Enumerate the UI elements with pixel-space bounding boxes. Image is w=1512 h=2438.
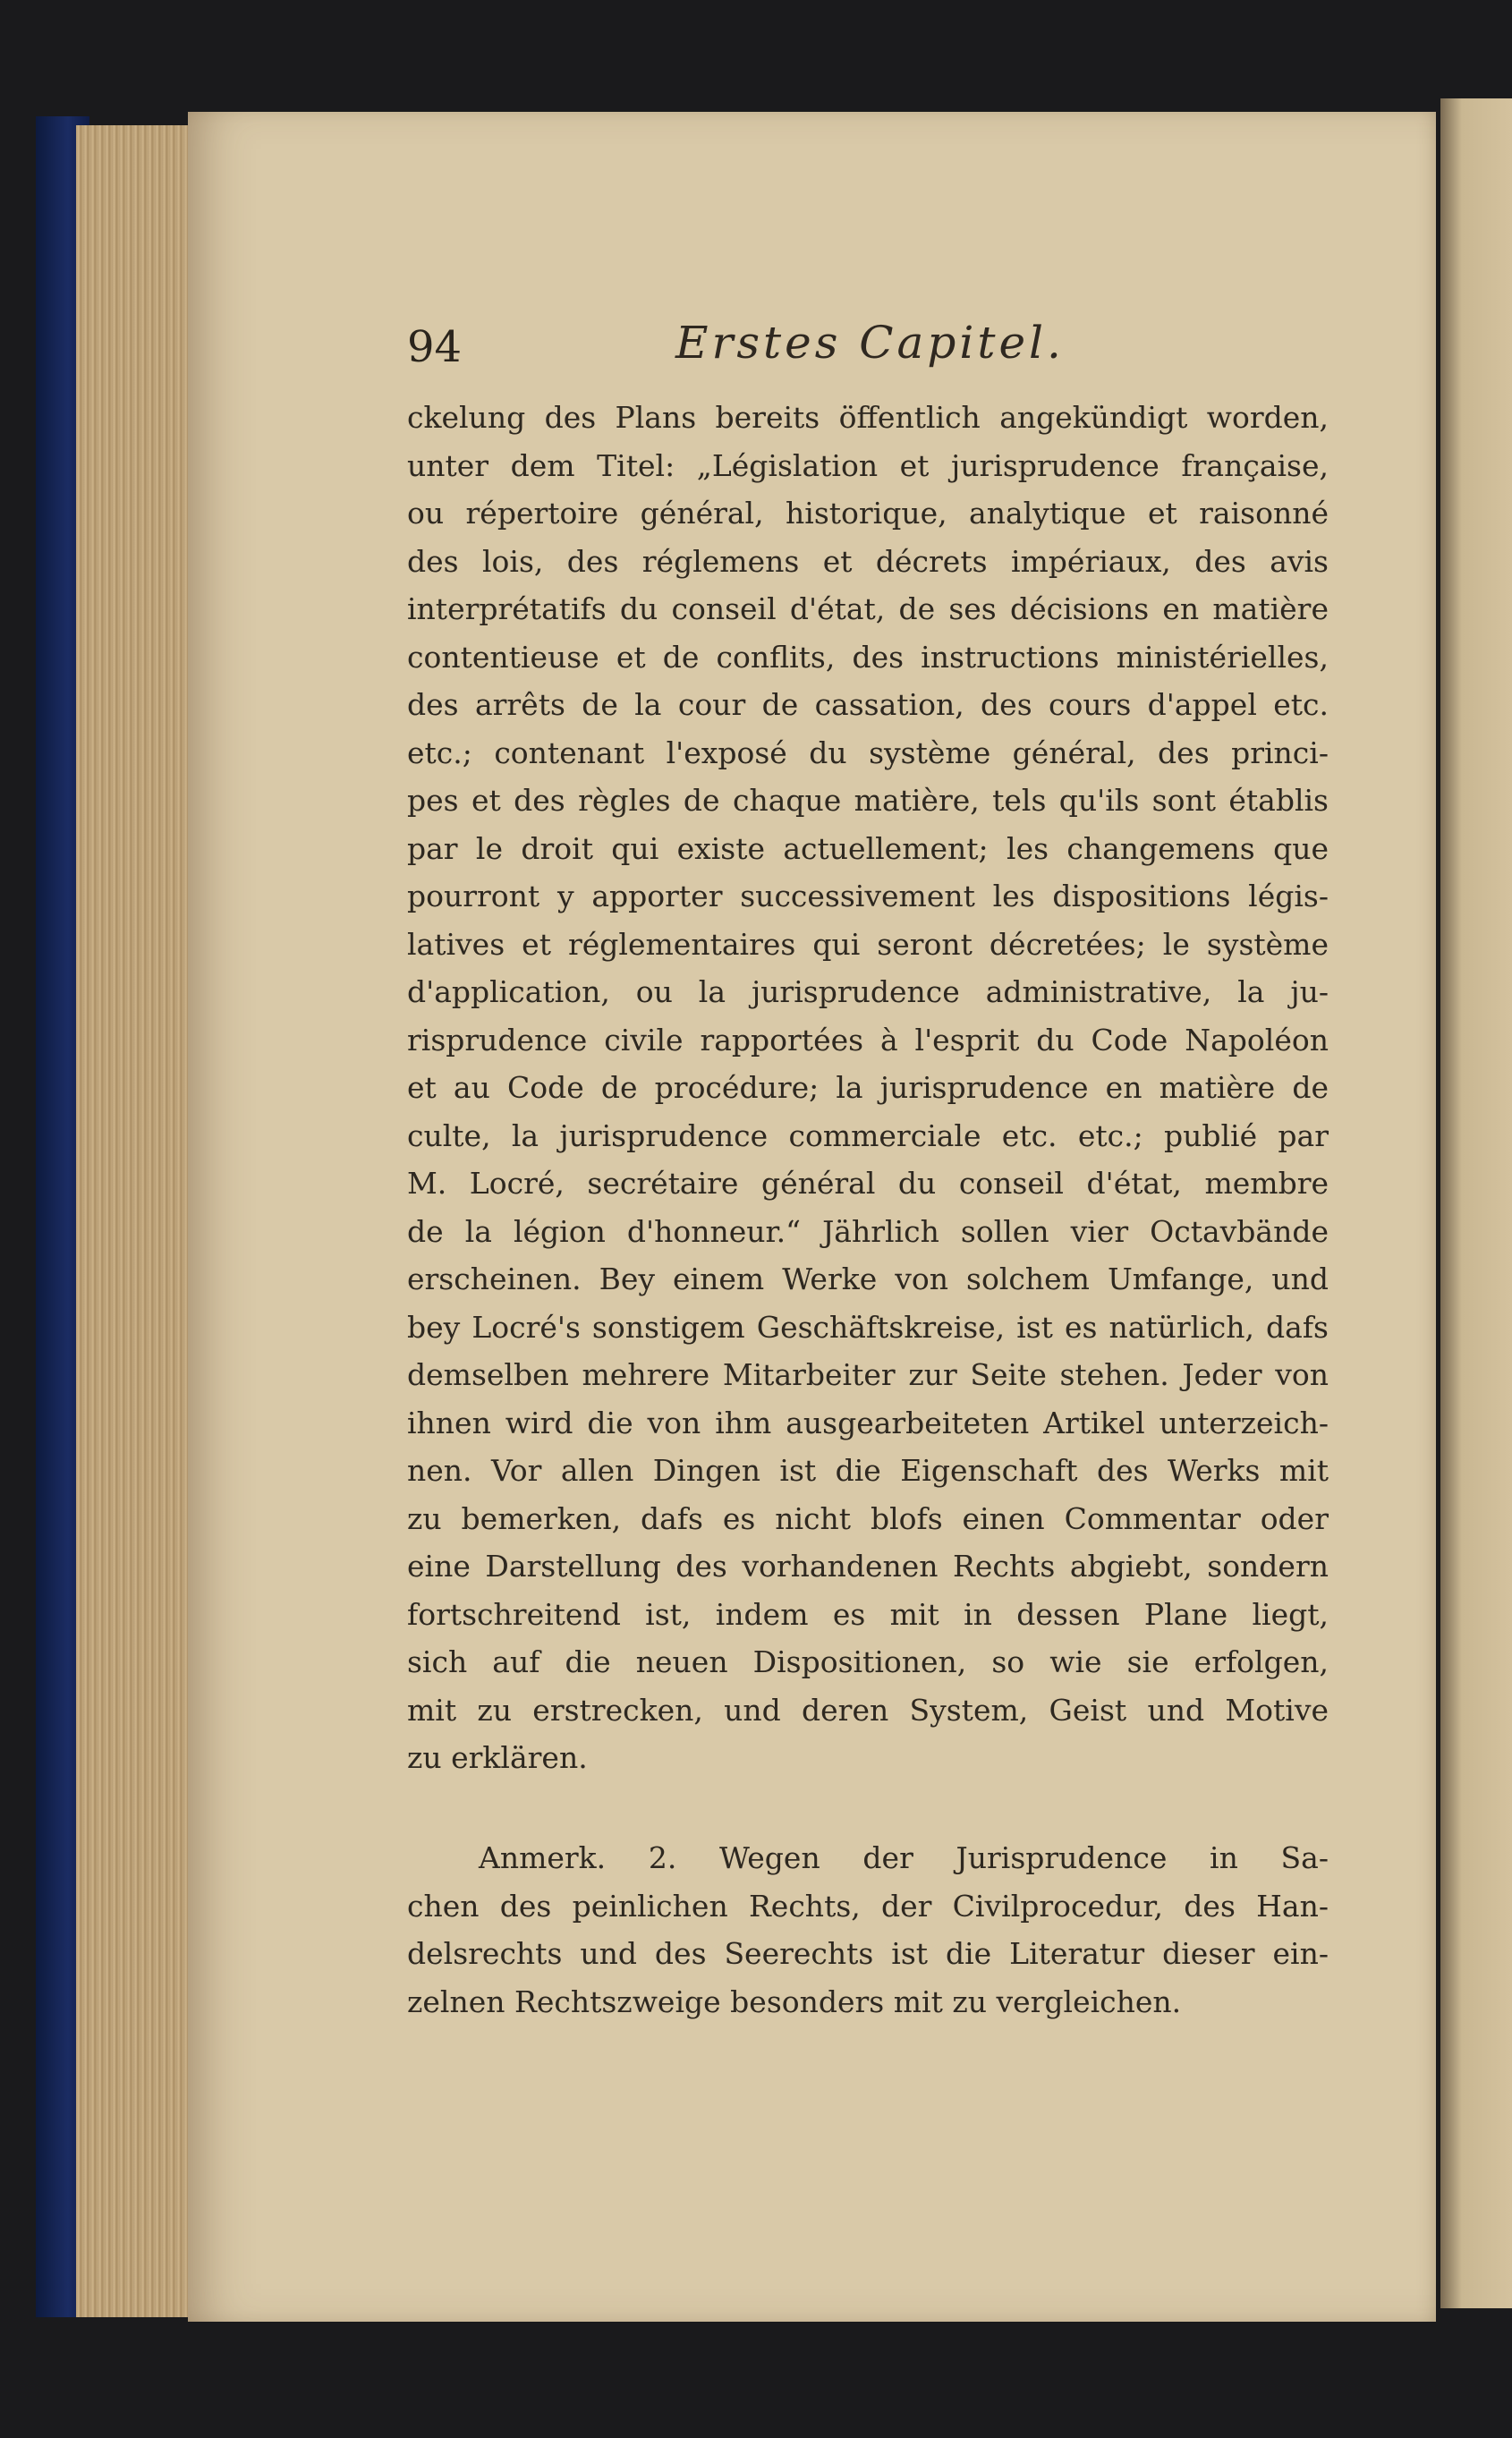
text-line: ihnen wird die von ihm ausgearbeiteten Artikel unterzeich- xyxy=(407,1405,1329,1440)
text-line: risprudence civile rapportées à l'esprit du Code Napoléon xyxy=(407,1022,1329,1058)
text-line: des lois, des réglemens et décrets impériaux, des avis xyxy=(407,543,1329,579)
text-line: M. Locré, secrétaire général du conseil d'état, membre xyxy=(407,1166,1329,1201)
text-line: erscheinen. Bey einem Werke von solchem Umfange, und xyxy=(407,1261,1329,1296)
text-line: de la légion d'honneur.“ Jährlich sollen vier Octavbände xyxy=(407,1213,1329,1249)
main-paragraph xyxy=(407,394,1329,1782)
text-line: zu erklären. xyxy=(407,1740,588,1775)
text-line: eine Darstellung des vorhandenen Rechts abgiebt, sondern xyxy=(407,1549,1329,1584)
text-line: par le droit qui existe actuellement; les changemens que xyxy=(407,830,1329,866)
page-number: 94 xyxy=(407,322,463,372)
text-line: ou répertoire général, historique, analytique et raisonné xyxy=(407,496,1329,531)
text-line: contentieuse et de conflits, des instructions ministérielles, xyxy=(407,639,1329,675)
running-head: Erstes Capitel. xyxy=(675,317,1065,369)
note-line: delsrechts und des Seerechts ist die Literatur dieser ein- xyxy=(407,1936,1329,1971)
note-line: zelnen Rechtszweige besonders mit zu vergleichen. xyxy=(407,1984,1182,2019)
text-line: nen. Vor allen Dingen ist die Eigenschaft des Werks mit xyxy=(407,1453,1329,1488)
text-line: bey Locré's sonstigem Geschäftskreise, ist es natürlich, dafs xyxy=(407,1309,1329,1345)
annotation-note xyxy=(407,1834,1329,2026)
text-line: d'application, ou la jurisprudence administrative, la ju- xyxy=(407,974,1329,1009)
page-header xyxy=(407,317,1355,385)
text-line: et au Code de procédure; la jurisprudence en matière de xyxy=(407,1070,1329,1105)
text-line: etc.; contenant l'exposé du système général, des princi- xyxy=(407,735,1329,770)
text-line: sich auf die neuen Dispositionen, so wie sie erfolgen, xyxy=(407,1644,1329,1679)
text-line: mit zu erstrecken, und deren System, Geist und Motive xyxy=(407,1692,1329,1728)
text-line: unter dem Titel: „Législation et jurisprudence française, xyxy=(407,447,1329,483)
text-line: culte, la jurisprudence commerciale etc. etc.; publié par xyxy=(407,1117,1329,1153)
text-line: pes et des règles de chaque matière, tels qu'ils sont établis xyxy=(407,783,1329,818)
text-line: latives et réglementaires qui seront décretées; le système xyxy=(407,926,1329,962)
text-line: interprétatifs du conseil d'état, de ses décisions en matière xyxy=(407,591,1329,626)
text-line: pourront y apporter successivement les dispositions légis- xyxy=(407,879,1329,913)
facing-page-edge xyxy=(1440,98,1512,2308)
note-line: chen des peinlichen Rechts, der Civilprocedur, des Han- xyxy=(407,1888,1329,1924)
text-line: fortschreitend ist, indem es mit in dessen Plane liegt, xyxy=(407,1596,1329,1632)
text-line: des arrêts de la cour de cassation, des cours d'appel etc. xyxy=(407,687,1329,722)
text-line: demselben mehrere Mitarbeiter zur Seite stehen. Jeder von xyxy=(407,1357,1329,1392)
text-line: ckelung des Plans bereits öffentlich angekündigt worden, xyxy=(407,400,1329,435)
text-line: zu bemerken, dafs es nicht blofs einen Commentar oder xyxy=(407,1500,1329,1536)
note-line: Anmerk. 2. Wegen der Jurisprudence in Sa- xyxy=(479,1840,1329,1875)
